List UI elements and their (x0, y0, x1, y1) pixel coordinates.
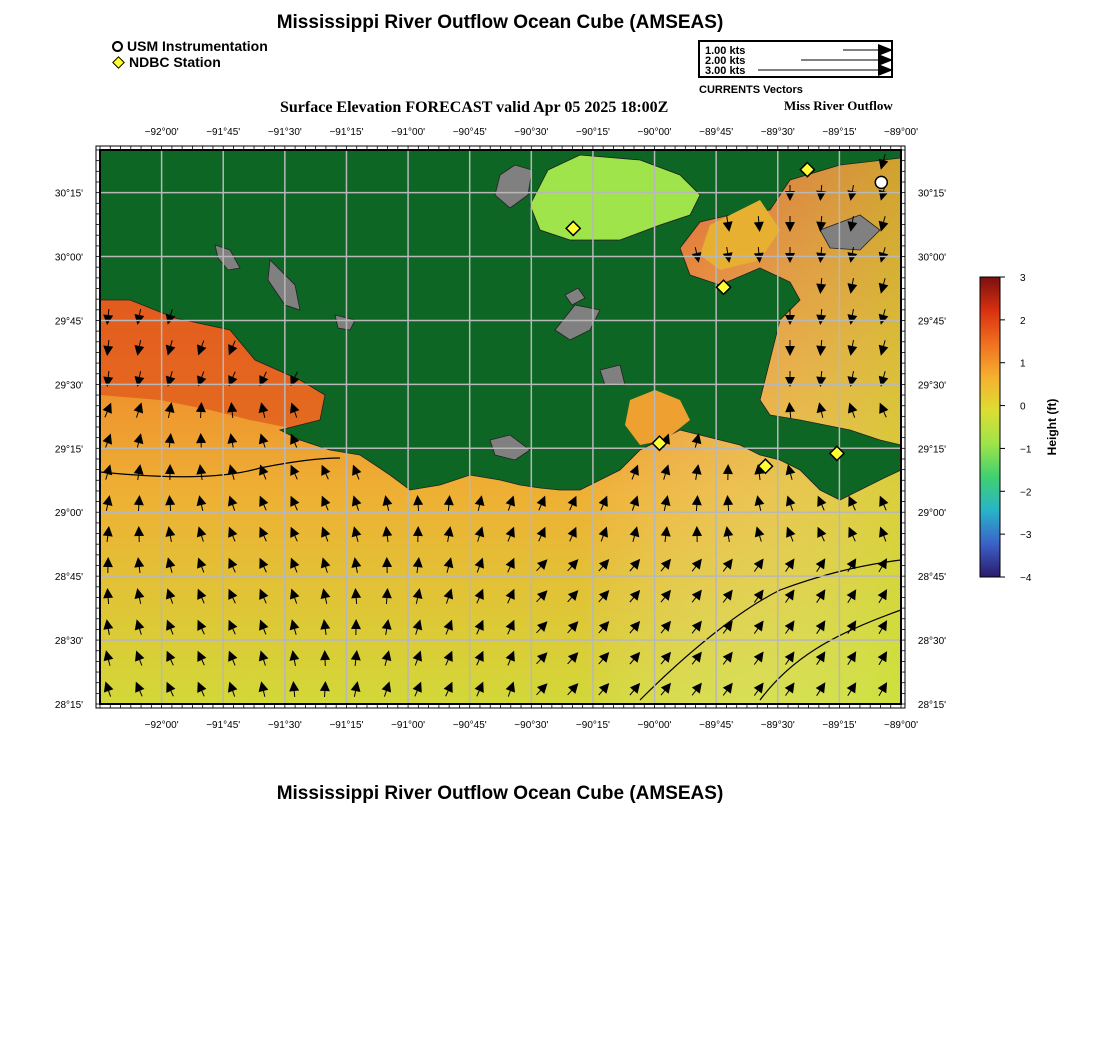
lon-tick-label-top: −91°30' (267, 127, 302, 138)
usm-station-icon[interactable] (875, 176, 887, 188)
lon-tick-label-bottom: −89°15' (822, 720, 857, 731)
lat-tick-label-left: 28°30' (54, 636, 84, 648)
map-subtitle: Surface Elevation FORECAST valid Apr 05 2025 18:00Z (280, 99, 669, 116)
lon-tick-label-bottom: −90°45' (452, 720, 487, 731)
colorbar-tick-label: 0 (1020, 401, 1026, 413)
map-area (100, 150, 901, 704)
page-title: Mississippi River Outflow Ocean Cube (AMSEAS) (276, 12, 724, 33)
legend-usm-label: USM Instrumentation (127, 38, 268, 54)
vector-caption: CURRENTS Vectors (699, 84, 803, 96)
lon-tick-label-top: −89°00' (884, 127, 918, 138)
lat-tick-label-right: 28°30' (917, 636, 947, 648)
lat-tick-label-left: 29°00' (54, 508, 84, 520)
colorbar-label: Height (ft) (1045, 398, 1059, 456)
lon-tick-label-top: −89°30' (760, 127, 795, 138)
colorbar-tick-label: −4 (1020, 573, 1032, 584)
lon-tick-label-top: −90°30' (514, 127, 549, 138)
colorbar-tick-label: −1 (1020, 444, 1032, 456)
lat-tick-label-right: 29°45' (917, 316, 947, 328)
lon-tick-label-top: −89°45' (699, 127, 734, 138)
vector-scale-label-2: 2.00 kts (705, 55, 746, 67)
lat-tick-label-right: 29°30' (917, 380, 947, 392)
colorbar-ticks (1000, 273, 1032, 584)
lat-tick-label-right: 29°15' (917, 444, 947, 456)
lon-tick-label-bottom: −91°45' (206, 720, 241, 731)
lat-tick-label-left: 28°45' (54, 572, 84, 584)
lat-tick-label-right: 30°00' (917, 252, 947, 264)
lon-tick-label-top: −91°15' (329, 127, 364, 138)
legend-ndbc-label: NDBC Station (129, 54, 221, 70)
lat-tick-label-right: 29°00' (917, 508, 947, 520)
lat-tick-label-left: 30°00' (54, 252, 84, 264)
lat-tick-label-right: 30°15' (917, 188, 947, 200)
lon-tick-label-bottom: −90°15' (575, 720, 610, 731)
lon-tick-label-bottom: −89°30' (760, 720, 795, 731)
region-label: Miss River Outflow (784, 98, 893, 113)
lat-tick-label-left: 28°15' (54, 700, 84, 711)
colorbar-scale (980, 277, 1000, 577)
lat-tick-label-left: 29°30' (54, 380, 84, 392)
lon-tick-label-top: −91°00' (391, 127, 426, 138)
vector-scale-label-3: 3.00 kts (705, 65, 746, 77)
colorbar-tick-label: 2 (1020, 315, 1026, 327)
lon-tick-label-bottom: −91°00' (391, 720, 426, 731)
lat-tick-label-left: 29°45' (54, 316, 84, 328)
lon-tick-label-top: −91°45' (206, 127, 241, 138)
lon-tick-label-top: −90°15' (575, 127, 610, 138)
colorbar-tick-label: 3 (1020, 273, 1026, 284)
colorbar-tick-label: 1 (1020, 358, 1026, 370)
lat-tick-label-right: 28°15' (917, 700, 947, 711)
bottom-title: Mississippi River Outflow Ocean Cube (AMSEAS) (276, 783, 724, 804)
lon-tick-label-bottom: −92°00' (144, 720, 179, 731)
lon-tick-label-bottom: −91°30' (267, 720, 302, 731)
lon-tick-label-bottom: −90°00' (637, 720, 672, 731)
vector-scale-label-1: 1.00 kts (705, 45, 746, 57)
lon-tick-label-top: −92°00' (144, 127, 179, 138)
lat-tick-label-left: 30°15' (54, 188, 84, 200)
lon-tick-label-bottom: −89°45' (699, 720, 734, 731)
colorbar (960, 265, 1080, 605)
lat-tick-label-right: 28°45' (917, 572, 947, 584)
colorbar-tick-label: −3 (1020, 530, 1032, 542)
lon-tick-label-top: −89°15' (822, 127, 857, 138)
lon-tick-label-top: −90°00' (637, 127, 672, 138)
lat-tick-label-left: 29°15' (54, 444, 84, 456)
colorbar-tick-label: −2 (1020, 487, 1032, 499)
lon-tick-label-bottom: −91°15' (329, 720, 364, 731)
lon-tick-label-bottom: −89°00' (884, 720, 918, 731)
lon-tick-label-top: −90°45' (452, 127, 487, 138)
lon-tick-label-bottom: −90°30' (514, 720, 549, 731)
